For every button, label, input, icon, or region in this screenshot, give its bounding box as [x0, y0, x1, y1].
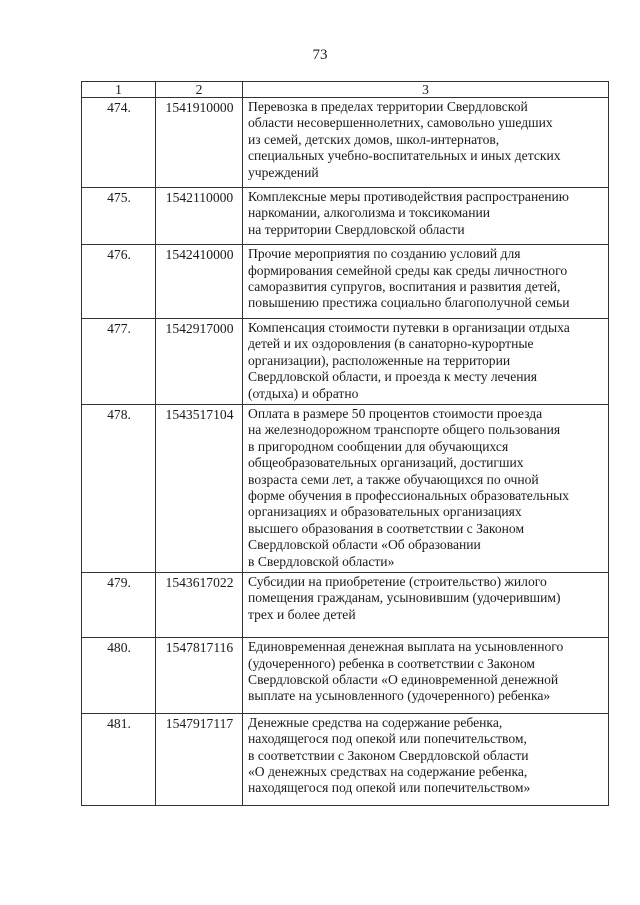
description-line: Прочие мероприятия по созданию условий для: [248, 246, 521, 262]
table-row: [82, 318, 609, 404]
description-line: высшего образования в соответствии с Законом: [248, 520, 525, 536]
row-code: 1547917117: [156, 713, 243, 805]
row-description: [243, 638, 609, 714]
table-row: [82, 98, 609, 188]
description-line: в пригородном сообщении для обучающихся: [248, 438, 509, 454]
page-number: 73: [312, 47, 328, 63]
description-line: специальных учебно-воспитательных и иных детских: [248, 148, 561, 164]
row-code: 1542110000: [156, 188, 243, 245]
description-line: Свердловской области «О единовременной денежной: [248, 672, 559, 687]
row-number: 479.: [82, 572, 156, 637]
row-code: 1543517104: [156, 404, 243, 572]
description-line: Свердловской области, и проезда к месту лечения: [248, 369, 538, 385]
table-row: [82, 404, 609, 572]
description-line: Компенсация стоимости путевки в организации отдыха: [248, 319, 570, 335]
row-description: [243, 245, 609, 319]
description-line: Оплата в размере 50 процентов стоимости проезда: [248, 405, 543, 421]
column-header-2: 2: [156, 82, 243, 98]
description-line: на железнодорожном транспорте общего пользования: [248, 422, 561, 438]
row-description: [243, 404, 609, 572]
description-line: (отдыха) и обратно: [248, 385, 359, 401]
description-line: саморазвития супругов, воспитания и развития детей,: [248, 279, 561, 295]
description-line: Единовременная денежная выплата на усыновленного: [248, 639, 564, 655]
description-line: Денежные средства на содержание ребенка,: [248, 714, 503, 730]
table-header-row: [82, 82, 609, 98]
description-line: области несовершеннолетних, самовольно ушедших: [248, 115, 553, 131]
row-code: 1542410000: [156, 245, 243, 319]
table-row: [82, 245, 609, 319]
description-line: Субсидии на приобретение (строительство) жилого: [248, 573, 547, 589]
row-code: 1547817116: [156, 638, 243, 714]
description-line: организации), расположенные на территории: [248, 352, 511, 368]
table-row: [82, 572, 609, 637]
description-line: возраста семи лет, а также обучающихся по очной: [248, 471, 539, 487]
description-line: помещения гражданам, усыновившим (удочерившим): [248, 590, 561, 606]
description-line: находящегося под опекой или попечительством»: [248, 780, 531, 796]
row-code: 1542917000: [156, 318, 243, 404]
description-line: (удочеренного) ребенка в соответствии с Законом: [248, 655, 535, 671]
description-line: повышению престижа социально благополучной семьи: [248, 295, 570, 311]
table-row: [82, 188, 609, 245]
row-description: [243, 318, 609, 404]
row-code: 1543617022: [156, 572, 243, 637]
row-number: 480.: [82, 638, 156, 714]
description-line: из семей, детских домов, школ-интернатов,: [248, 131, 500, 147]
table-row: [82, 638, 609, 714]
description-line: на территории Свердловской области: [248, 221, 465, 237]
description-line: детей и их оздоровления (в санаторно-курортные: [248, 336, 534, 352]
description-line: выплате на усыновленного (удочеренного) ребенка»: [248, 688, 551, 704]
description-line: учреждений: [248, 164, 319, 180]
row-number: 481.: [82, 713, 156, 805]
table-row: [82, 713, 609, 805]
budget-codes-table: [81, 81, 609, 806]
column-header-1: 1: [82, 82, 156, 98]
description-line: в Свердловской области»: [248, 553, 395, 569]
column-header-3: 3: [243, 82, 609, 98]
description-line: формирования семейной среды как среды личностного: [248, 262, 568, 278]
description-line: наркомании, алкоголизма и токсикомании: [248, 205, 491, 221]
row-description: [243, 98, 609, 188]
description-line: находящегося под опекой или попечительством,: [248, 731, 527, 747]
description-line: общеобразовательных организаций, достигших: [248, 455, 524, 471]
description-line: Свердловской области «Об образовании: [248, 537, 481, 553]
row-number: 475.: [82, 188, 156, 245]
description-line: организациях и образовательных организациях: [248, 504, 522, 520]
row-number: 474.: [82, 98, 156, 188]
row-number: 476.: [82, 245, 156, 319]
description-line: трех и более детей: [248, 606, 356, 622]
description-line: в соответствии с Законом Свердловской области: [248, 747, 529, 763]
row-number: 477.: [82, 318, 156, 404]
description-line: Перевозка в пределах территории Свердловской: [248, 99, 528, 114]
description-line: «О денежных средствах на содержание ребенка,: [248, 764, 528, 780]
description-line: Комплексные меры противодействия распространению: [248, 189, 569, 205]
row-description: [243, 188, 609, 245]
description-line: форме обучения в профессиональных образовательных: [248, 487, 570, 503]
row-description: [243, 572, 609, 637]
row-code: 1541910000: [156, 98, 243, 188]
row-number: 478.: [82, 404, 156, 572]
row-description: [243, 713, 609, 805]
